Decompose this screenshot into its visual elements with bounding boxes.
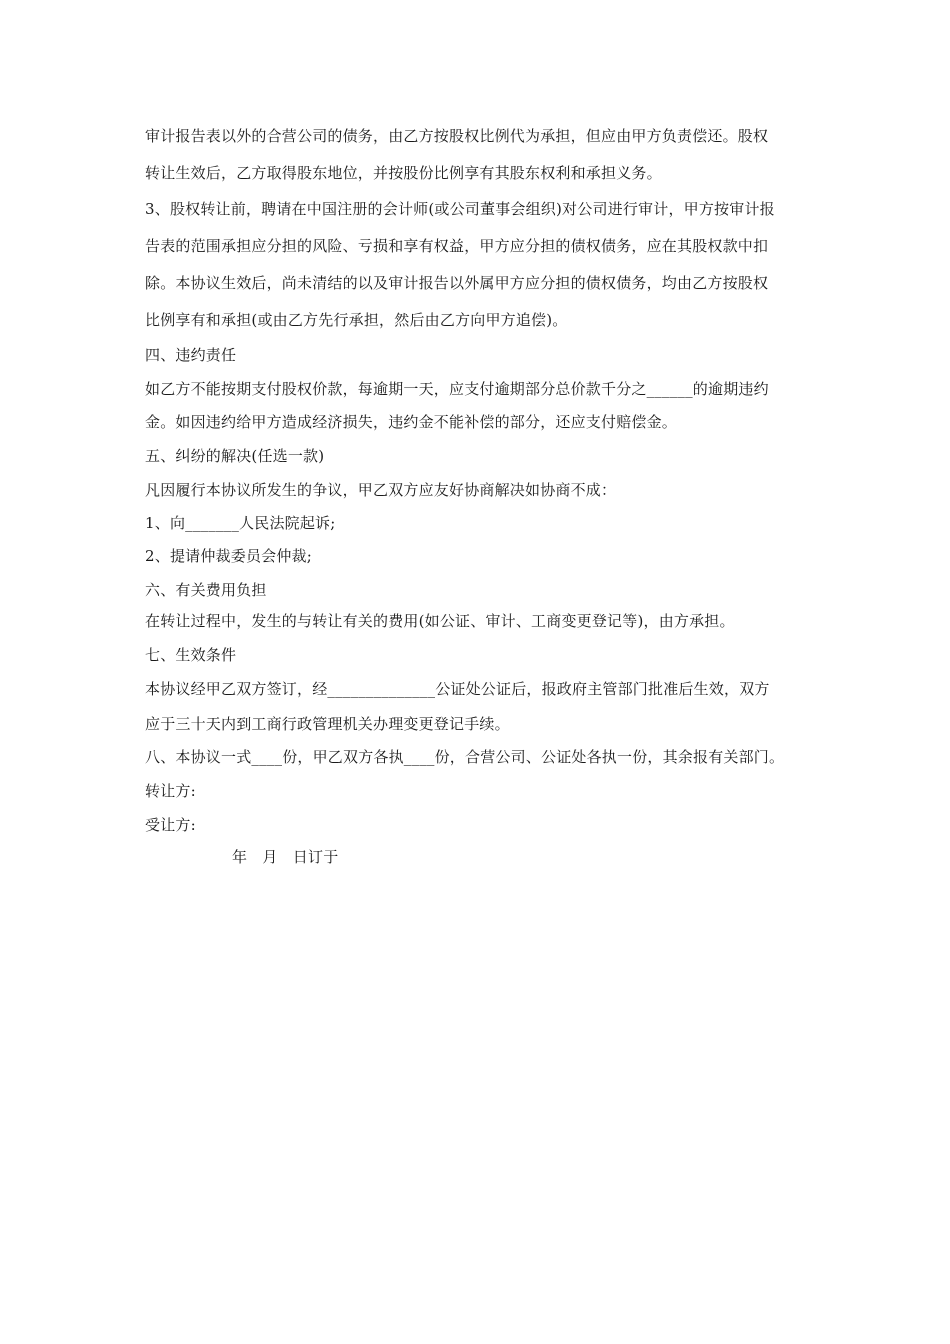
list-item: 1、向_______人民法院起诉; bbox=[145, 514, 336, 532]
transferee-signature-line: 受让方: bbox=[145, 816, 196, 834]
date-line: 年 月 日订于 bbox=[232, 848, 339, 866]
paragraph-line: 如乙方不能按期支付股权价款，每逾期一天，应支付逾期部分总价款千分之______的逾期违约 bbox=[145, 380, 769, 398]
paragraph-line: 转让生效后，乙方取得股东地位，并按股份比例享有其股东权利和承担义务。 bbox=[145, 164, 662, 182]
paragraph-line: 3、股权转让前，聘请在中国注册的会计师(或公司董事会组织)对公司进行审计，甲方按审计报 bbox=[145, 200, 775, 218]
paragraph-line: 应于三十天内到工商行政管理机关办理变更登记手续。 bbox=[145, 715, 510, 733]
paragraph-line: 八、本协议一式____份，甲乙双方各执____份，合营公司、公证处各执一份，其余报有关部门。 bbox=[145, 748, 785, 766]
section-heading-disputes: 五、纠纷的解决(任选一款) bbox=[145, 447, 325, 465]
paragraph-line: 金。如因违约给甲方造成经济损失，违约金不能补偿的部分，还应支付赔偿金。 bbox=[145, 413, 678, 431]
paragraph-line: 本协议经甲乙双方签订，经______________公证处公证后，报政府主管部门批准后生效，双方 bbox=[145, 680, 770, 698]
paragraph-line: 比例享有和承担(或由乙方先行承担，然后由乙方向甲方追偿)。 bbox=[145, 311, 568, 329]
paragraph-line: 在转让过程中，发生的与转让有关的费用(如公证、审计、工商变更登记等)，由方承担。 bbox=[145, 612, 735, 630]
paragraph-line: 除。本协议生效后，尚未清结的以及审计报告以外属甲方应分担的债权债务，均由乙方按股权 bbox=[145, 274, 769, 292]
section-heading-effectiveness: 七、生效条件 bbox=[145, 646, 237, 664]
section-heading-fees: 六、有关费用负担 bbox=[145, 581, 267, 599]
transferor-signature-line: 转让方: bbox=[145, 782, 196, 800]
section-heading-breach: 四、违约责任 bbox=[145, 346, 237, 364]
paragraph-line: 审计报告表以外的合营公司的债务，由乙方按股权比例代为承担，但应由甲方负责偿还。股权 bbox=[145, 127, 769, 145]
list-item: 2、提请仲裁委员会仲裁; bbox=[145, 547, 312, 565]
paragraph-line: 凡因履行本协议所发生的争议，甲乙双方应友好协商解决如协商不成： bbox=[145, 481, 617, 499]
paragraph-line: 告表的范围承担应分担的风险、亏损和享有权益，甲方应分担的债权债务，应在其股权款中扣 bbox=[145, 237, 769, 255]
